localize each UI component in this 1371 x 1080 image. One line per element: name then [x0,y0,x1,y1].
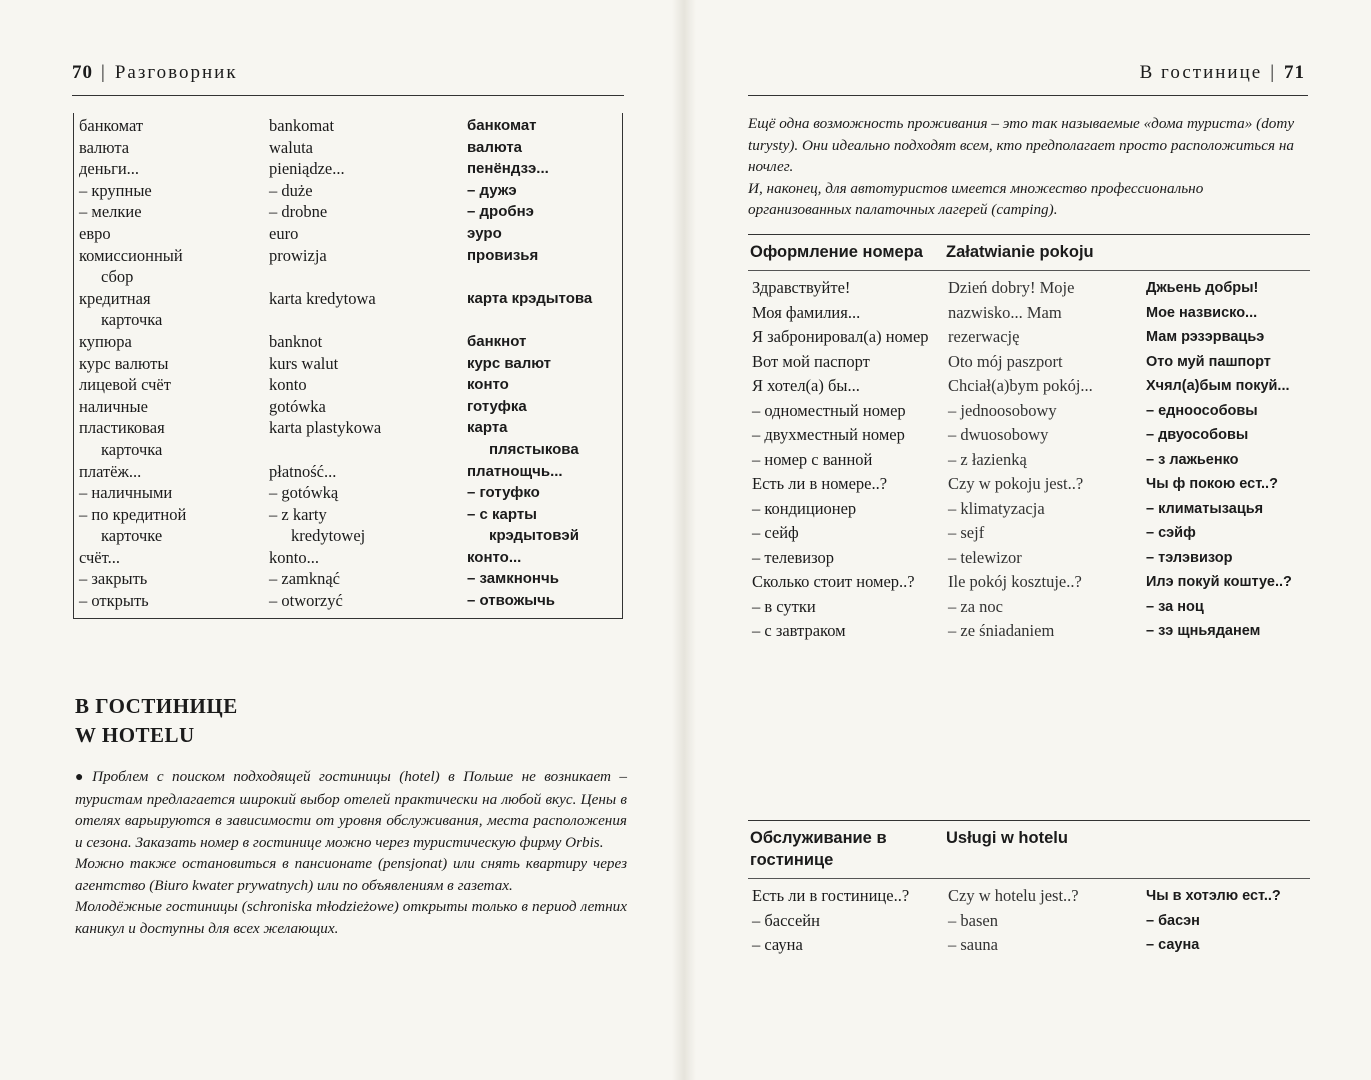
vocab-transcription [467,331,622,353]
vocab-polish [269,590,467,612]
phrase-russian: – сейф [752,523,799,542]
vocab-russian-text: комиссионный [79,245,183,265]
vocab-russian-text: – открыть [79,591,149,611]
phrase-row [748,375,1310,398]
vocab-russian-text: наличные [79,396,148,416]
phrase-row [748,522,1310,545]
vocab-polish [269,482,467,504]
vocab-row [74,374,622,396]
phrase-section-header [748,820,1310,879]
right-header-rule [748,95,1308,96]
phrase-row [748,449,1310,472]
phrase-russian: Сколько стоит номер..? [752,572,915,591]
vocab-transcription-cont: плястыкова [489,440,579,458]
vocab-russian [74,353,269,375]
phrase-section-header [748,234,1310,271]
intro-paragraph: Ещё одна возможность проживания – это так называемые «дома туриста» (domy turysty). Они идеально подходят всем, кто предполагает просто расположиться на ночлег. [748,115,1295,175]
intro-paragraph: И, наконец, для автотуристов имеется множество профессионально организованных палаточных лагерей (camping). [748,179,1204,218]
vocab-transcription-text: – дробнэ [467,203,534,221]
vocab-polish [269,417,467,460]
phrase-transcription: – за ноц [1146,598,1204,615]
phrase-transcription: Чы в хотэлю ест..? [1146,888,1281,904]
phrase-polish: Czy w pokoju jest..? [948,474,1084,493]
phrase-row [748,547,1310,570]
vocab-russian [74,137,269,159]
left-header-rule [72,95,624,96]
intro-paragraph: Можно также остановиться в пансионате (pensjonat) или снять квартиру через агентство (Biuro kwater prywatnych) или по объявлениям в газетах. [75,855,627,894]
vocab-polish-text: banknot [269,331,323,351]
vocab-polish-cont: kredytowej [291,526,366,546]
intro-paragraph: ● Проблем с поиском подходящей гостиницы (hotel) в Польше не возникает – туристам предлагается широкий выбор отелей практически на любой вкус. Цены в отелях варьируются в зависимости от уровня обслуживания, места расположения и сезона. Заказать номер в гостинице можно через туристическую фирму Orbis. [75,768,627,851]
section-title-ru: В ГОСТИНИЦЕ [75,694,238,718]
phrase-russian: – номер с ванной [752,449,873,469]
vocab-russian-text: счёт... [79,547,120,567]
phrase-row [748,473,1310,496]
phrase-russian: – с завтраком [752,621,846,640]
right-running-title: В гостинице [1139,62,1263,83]
vocab-russian-text: – наличными [79,483,173,503]
phrase-polish: Czy w hotelu jest..? [948,886,1079,905]
vocab-polish-text: – z karty [269,504,327,524]
vocab-transcription-text: валюта [467,138,523,156]
phrase-russian: Вот мой паспорт [752,351,870,371]
vocab-polish-text: konto... [269,547,319,567]
vocab-row [74,396,622,418]
hotel-intro [75,766,627,939]
vocab-polish [269,201,467,223]
book-spine [672,0,696,1080]
vocab-row [74,115,622,137]
right-page [696,0,1371,1080]
vocab-transcription [467,245,622,288]
vocab-russian [74,223,269,245]
phrase-transcription: Ото муй пашпорт [1146,353,1271,370]
vocab-russian-text: евро [79,223,111,243]
vocab-transcription-text: эуро [467,224,502,242]
vocab-transcription-text: карта крэдытова [467,289,593,307]
phrase-transcription: – едноособовы [1146,402,1258,419]
vocab-row [74,353,622,375]
vocab-row [74,331,622,353]
vocab-transcription-text: банкнот [467,332,527,350]
vocab-polish [269,547,467,569]
phrase-section-room [748,234,1310,645]
vocab-polish-text: bankomat [269,116,335,135]
vocab-polish-text: – zamknąć [269,569,341,589]
phrase-transcription: Джьень добры! [1146,280,1259,296]
vocab-transcription [467,568,622,590]
phrase-transcription: – двуособовы [1146,427,1249,443]
phrase-row [748,620,1310,643]
vocab-russian-text: банкомат [79,116,144,135]
phrase-row [748,885,1310,908]
vocab-russian [74,547,269,569]
vocab-russian-text: деньги... [79,159,140,179]
vocab-polish-text: konto [269,375,307,395]
vocab-row [74,201,622,223]
phrase-transcription: – з лажьенко [1146,451,1239,468]
vocab-russian [74,288,269,331]
vocab-russian-text: – мелкие [79,202,142,222]
vocab-russian [74,331,269,353]
phrase-row [748,571,1310,594]
vocab-row [74,245,622,288]
vocab-polish-text: – gotówką [269,483,339,503]
vocab-polish [269,288,467,331]
vocab-transcription-text: конто... [467,548,522,566]
vocab-transcription-text: пенёндзэ... [467,160,549,178]
phrase-polish: Oto mój paszport [948,351,1063,371]
phrase-row [748,596,1310,619]
vocab-polish-text: waluta [269,137,313,157]
phrase-rows [748,271,1310,643]
vocab-polish-text: karta kredytowa [269,288,376,308]
phrase-row [748,400,1310,423]
vocab-transcription [467,547,622,569]
phrase-russian: Здравствуйте! [752,278,851,297]
phrase-transcription: Хчял(а)бым покуй... [1146,378,1290,394]
phrase-polish: – za noc [948,596,1003,616]
vocab-russian-text: лицевой счёт [79,375,171,395]
phrase-transcription: – зэ щньяданем [1146,623,1261,639]
vocab-polish-text: – drobne [269,202,328,222]
vocab-transcription-text: – с карты [467,505,537,523]
phrase-russian: – в сутки [752,596,816,616]
vocab-russian [74,482,269,504]
phrase-polish: – jednoosobowy [948,400,1057,420]
phrase-transcription: – климатызацья [1146,500,1264,517]
vocab-russian [74,504,269,547]
vocab-russian-text: пластиковая [79,418,165,438]
vocab-transcription-text: конто [467,376,509,394]
phrase-russian: – одноместный номер [752,400,906,420]
phrase-russian: – кондиционер [752,498,857,518]
vocab-polish [269,223,467,245]
vocab-transcription-text: – дужэ [467,181,517,199]
vocab-russian [74,201,269,223]
vocab-russian [74,417,269,460]
phrase-row [748,302,1310,325]
phrase-polish: rezerwację [948,327,1020,346]
vocab-transcription [467,590,622,612]
vocab-transcription-text: – отвожычь [467,592,556,610]
vocab-polish [269,568,467,590]
phrase-russian: Есть ли в номере..? [752,474,888,493]
vocab-row [74,180,622,202]
vocab-russian [74,461,269,483]
bullet-icon: ● [75,770,89,785]
right-page-header: В гостинице | 71 [1139,62,1305,83]
vocab-transcription-text: банкомат [467,117,537,134]
vocab-russian [74,374,269,396]
vocab-polish [269,374,467,396]
phrase-russian: Я хотел(а) бы... [752,376,860,395]
phrase-transcription: Чы ф покою ест..? [1146,476,1278,492]
phrase-polish: – dwuosobowy [948,425,1049,444]
vocab-russian [74,568,269,590]
phrase-transcription: – сэйф [1146,525,1196,541]
phrase-russian: – телевизор [752,547,835,567]
vocab-row [74,288,622,331]
section-heading-ru: Обслуживание в гостинице [750,829,887,869]
vocab-polish [269,158,467,180]
vocab-russian [74,245,269,288]
vocab-polish [269,504,467,547]
vocab-russian-text: купюра [79,331,132,351]
phrase-russian: Моя фамилия... [752,302,861,322]
phrase-transcription: – сауна [1146,937,1200,953]
vocab-russian-text: платёж... [79,461,142,481]
vocab-russian [74,396,269,418]
left-running-title: Разговорник [114,62,238,83]
vocab-transcription [467,223,622,245]
vocab-polish-text: kurs walut [269,353,339,373]
vocab-russian [74,590,269,612]
phrase-russian: Я забронировал(а) номер [752,327,929,346]
vocab-transcription [467,115,622,137]
vocab-transcription [467,482,622,504]
phrase-polish: Chciał(a)bym pokój... [948,376,1093,395]
vocab-russian [74,180,269,202]
vocab-russian-text: – закрыть [79,569,148,589]
phrase-polish: nazwisko... Mam [948,302,1062,322]
vocab-transcription-text: карта [467,419,508,437]
vocab-row [74,461,622,483]
section-title [75,692,238,750]
vocab-polish-text: euro [269,223,299,243]
vocab-russian-text: – крупные [79,180,152,200]
vocab-transcription-text: платнощчь... [467,462,563,480]
vocab-transcription-text: провизья [467,246,539,264]
section-heading-pl: Załatwianie pokoju [946,243,1094,261]
phrase-row [748,351,1310,374]
phrase-russian: Есть ли в гостинице..? [752,886,910,905]
left-page-header: 70 | Разговорник [72,62,238,83]
vocab-polish [269,353,467,375]
vocab-transcription [467,180,622,202]
vocab-polish [269,180,467,202]
vocab-polish [269,137,467,159]
phrase-russian: – сауна [752,935,803,954]
vocab-transcription-text: – замкнончь [467,570,559,588]
vocab-transcription [467,504,622,547]
vocab-row [74,590,622,612]
phrase-polish: – klimatyzacja [948,498,1045,518]
vocab-transcription-text: – готуфко [467,484,540,502]
phrase-polish: – sauna [948,935,998,954]
phrase-polish: – telewizor [948,547,1022,567]
vocab-transcription [467,353,622,375]
vocab-polish [269,331,467,353]
phrase-row [748,934,1310,957]
right-page-number: 71 [1284,62,1305,83]
vocab-polish [269,461,467,483]
vocab-row [74,482,622,504]
vocab-polish [269,396,467,418]
phrase-transcription: – басэн [1146,912,1200,929]
phrase-polish: – z łazienką [948,449,1027,469]
phrase-row [748,910,1310,933]
section-heading-ru: Оформление номера [750,243,923,261]
vocab-polish-text: gotówka [269,396,326,416]
vocab-polish-text: płatność... [269,461,337,481]
vocab-polish-text: pieniądze... [269,159,345,179]
phrase-transcription: – тэлэвизор [1146,549,1233,566]
left-page-number: 70 [72,62,93,83]
vocab-transcription [467,137,622,159]
vocab-russian [74,158,269,180]
phrase-row [748,424,1310,447]
vocab-transcription-cont: крэдытовэй [489,527,579,545]
vocab-row [74,137,622,159]
vocab-polish-text: – duże [269,180,313,200]
vocab-transcription [467,374,622,396]
phrase-polish: – ze śniadaniem [948,621,1055,640]
phrase-polish: – sejf [948,523,985,542]
vocab-transcription-text: курс валют [467,354,552,372]
vocab-row [74,417,622,460]
phrase-section-services [748,820,1310,959]
lodging-intro [748,113,1308,221]
phrase-transcription: Илэ покуй коштуе..? [1146,574,1292,590]
vocab-russian [74,115,269,137]
phrase-row [748,498,1310,521]
vocab-row [74,547,622,569]
vocab-russian-cont: сбор [101,267,134,287]
vocab-polish-text: prowizja [269,245,327,265]
vocab-russian-text: кредитная [79,288,151,308]
vocab-row [74,568,622,590]
vocab-polish [269,245,467,288]
vocab-row [74,504,622,547]
vocab-transcription [467,461,622,483]
vocab-polish-text: – otworzyć [269,591,343,611]
vocab-transcription [467,158,622,180]
vocab-russian-cont: карточке [101,526,163,546]
vocab-russian-cont: карточка [101,310,163,330]
section-heading-pl: Usługi w hotelu [946,829,1068,847]
vocab-transcription [467,288,622,331]
vocab-transcription [467,201,622,223]
vocab-russian-text: – по кредитной [79,504,187,524]
phrase-transcription: Мам рэзэрвацьэ [1146,329,1265,345]
vocab-transcription [467,417,622,460]
left-page [0,0,672,1080]
phrase-russian: – двухместный номер [752,425,905,444]
phrase-transcription: Мое назвиско... [1146,304,1258,321]
vocab-russian-text: валюта [79,137,130,157]
phrase-rows [748,879,1310,957]
phrase-polish: – basen [948,910,998,930]
vocab-table [73,113,623,619]
vocab-russian-cont: карточка [101,439,163,459]
vocab-row [74,223,622,245]
phrase-russian: – бассейн [752,910,820,930]
vocab-transcription [467,396,622,418]
section-title-pl: W HOTELU [75,723,195,747]
vocab-russian-text: курс валюты [79,353,169,373]
vocab-polish-text: karta plastykowa [269,418,382,438]
vocab-row [74,158,622,180]
phrase-polish: Ile pokój kosztuje..? [948,572,1082,591]
phrase-row [748,277,1310,300]
intro-paragraph: Молодёжные гостиницы (schroniska młodzieżowe) открыты только в период летних каникул и доступны для всех желающих. [75,898,627,937]
vocab-polish [269,115,467,137]
phrase-polish: Dzień dobry! Moje [948,278,1075,297]
vocab-transcription-text: готуфка [467,397,527,415]
phrase-row [748,326,1310,349]
